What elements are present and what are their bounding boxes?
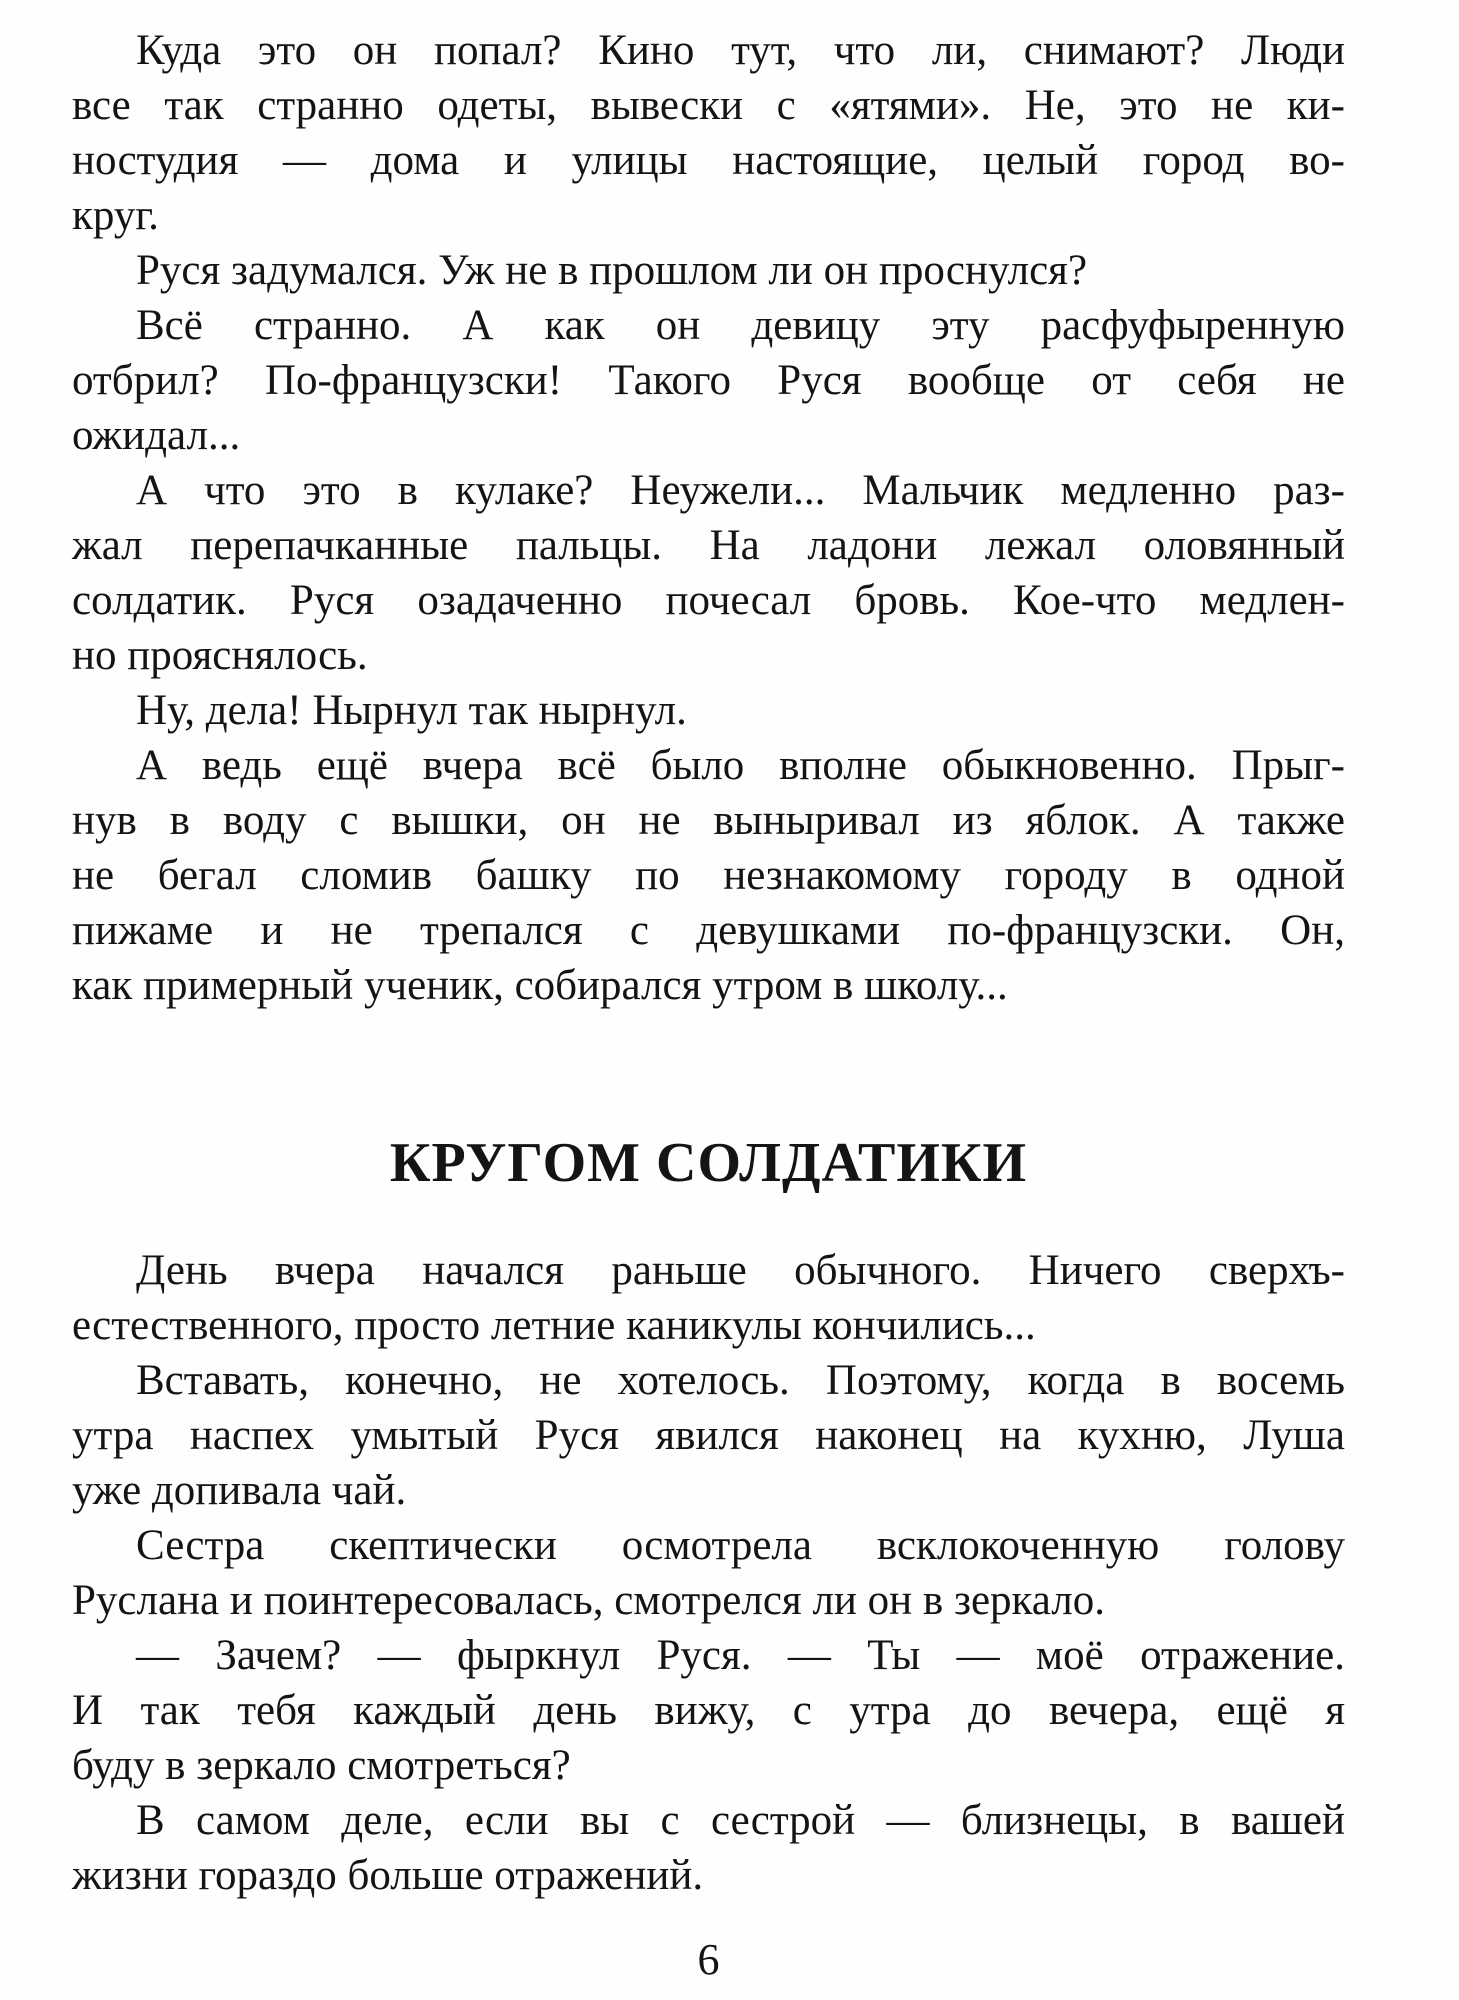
text-line: все так странно одеты, вывески с «ятями». Не, это не ки- [72,82,1345,129]
text-line: Сестра скептически осмотрела всклокоченную голову [136,1522,1345,1569]
paragraph [72,683,1345,738]
paragraph [72,738,1345,1013]
page-number: 6 [697,1935,720,1984]
text-line: не бегал сломив башку по незнакомому городу в одной [72,852,1345,899]
text-line: уже допивала чай. [72,1467,407,1514]
text-line: как примерный ученик, собирался утром в школу... [72,962,1008,1009]
text-line: но прояснялось. [72,632,368,679]
paragraph [72,1793,1345,1903]
paragraph [72,1243,1345,1353]
text-line: И так тебя каждый день вижу, с утра до вечера, ещё я [72,1687,1345,1734]
text-section-before-heading [72,23,1345,1013]
text-line: круг. [72,192,159,239]
text-line: В самом деле, если вы с сестрой — близнецы, в вашей [136,1797,1345,1844]
text-line: Ну, дела! Нырнул так нырнул. [136,687,687,734]
text-line: естественного, просто летние каникулы кончились... [72,1302,1036,1349]
paragraph [72,1518,1345,1628]
text-line: нув в воду с вышки, он не выныривал из яблок. А также [72,797,1345,844]
text-line: Вставать, конечно, не хотелось. Поэтому, когда в восемь [136,1357,1345,1404]
text-line: А что это в кулаке? Неужели... Мальчик медленно раз- [136,467,1345,514]
text-line: солдатик. Руся озадаченно почесал бровь. Кое-что медлен- [72,577,1345,624]
text-section-after-heading [72,1243,1345,1903]
text-line: ностудия — дома и улицы настоящие, целый город во- [72,137,1345,184]
text-line: отбрил? По-французски! Такого Руся вообще от себя не [72,357,1345,404]
paragraph [72,1628,1345,1793]
text-line: ожидал... [72,412,241,459]
text-line: жизни гораздо больше отражений. [72,1852,704,1899]
paragraph [72,463,1345,683]
paragraph [72,298,1345,463]
paragraph [72,1353,1345,1518]
text-line: — Зачем? — фыркнул Руся. — Ты — моё отражение. [136,1632,1345,1679]
text-line: буду в зеркало смотреться? [72,1742,571,1789]
text-line: Куда это он попал? Кино тут, что ли, снимают? Люди [136,27,1345,74]
paragraph [72,23,1345,243]
text-line: Руслана и поинтересовалась, смотрелся ли он в зеркало. [72,1577,1105,1624]
text-line: День вчера начался раньше обычного. Ничего сверхъ- [136,1247,1345,1294]
text-line: утра наспех умытый Руся явился наконец на кухню, Луша [72,1412,1345,1459]
chapter-heading: КРУГОМ СОЛДАТИКИ [389,1132,1028,1194]
text-line: жал перепачканные пальцы. На ладони лежал оловянный [72,522,1345,569]
paragraph [72,243,1345,298]
text-line: Руся задумался. Уж не в прошлом ли он проснулся? [136,247,1088,294]
text-line: Всё странно. А как он девицу эту расфуфыренную [136,302,1345,349]
text-line: пижаме и не трепался с девушками по-французски. Он, [72,907,1345,954]
text-line: А ведь ещё вчера всё было вполне обыкновенно. Прыг- [136,742,1345,789]
